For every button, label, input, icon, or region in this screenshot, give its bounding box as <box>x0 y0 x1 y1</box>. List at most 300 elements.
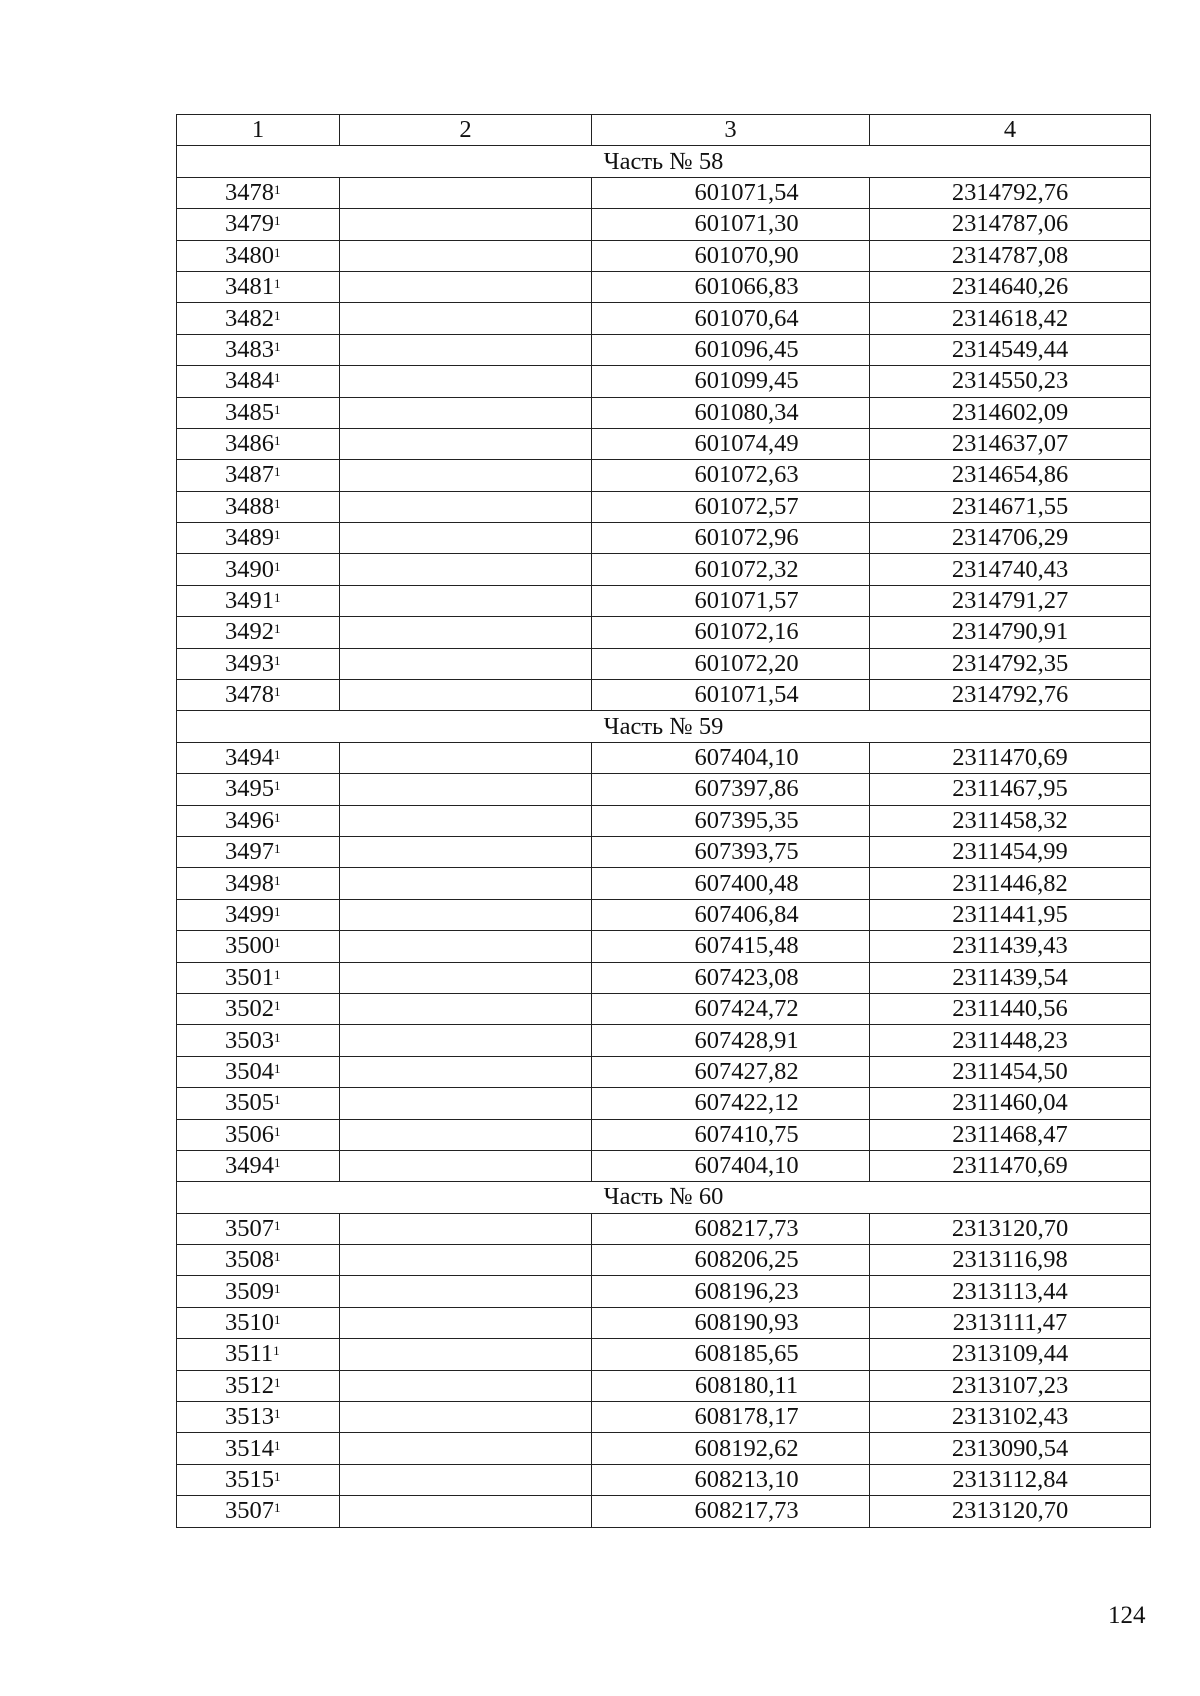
table-row <box>177 554 1151 585</box>
y-coordinate: 2311441,95 <box>870 899 1151 930</box>
y-coordinate: 2311448,23 <box>870 1025 1151 1056</box>
point-number: 3493 <box>225 649 274 677</box>
point-number: 3505 <box>225 1089 274 1117</box>
point-number: 3490 <box>225 555 274 583</box>
x-coordinate: 607427,82 <box>592 1056 870 1087</box>
x-coordinate: 607397,86 <box>592 774 870 805</box>
coordinates-table <box>176 114 1151 1528</box>
table-row <box>177 774 1151 805</box>
point-number-cell <box>177 899 340 930</box>
empty-cell <box>340 334 592 365</box>
point-number: 3494 <box>225 744 274 771</box>
table-row <box>177 460 1151 491</box>
x-coordinate: 601071,57 <box>592 585 870 616</box>
table-row <box>177 993 1151 1024</box>
point-number-cell <box>177 1276 340 1307</box>
point-number-superscript: 1 <box>274 307 281 323</box>
point-number-superscript: 1 <box>274 935 281 951</box>
point-number-superscript: 1 <box>274 213 281 229</box>
y-coordinate: 2313112,84 <box>870 1464 1151 1495</box>
table-row <box>177 962 1151 993</box>
empty-cell <box>340 366 592 397</box>
point-number-superscript: 1 <box>274 370 281 386</box>
x-coordinate: 607395,35 <box>592 805 870 836</box>
y-coordinate: 2314706,29 <box>870 523 1151 554</box>
point-number-cell <box>177 491 340 522</box>
y-coordinate: 2314787,08 <box>870 240 1151 271</box>
table-row <box>177 1464 1151 1495</box>
table-row <box>177 366 1151 397</box>
point-number: 3488 <box>225 492 274 520</box>
header-row <box>177 115 1151 146</box>
point-number-superscript: 1 <box>274 1249 281 1265</box>
y-coordinate: 2314791,27 <box>870 585 1151 616</box>
table-row <box>177 1119 1151 1150</box>
point-number-cell <box>177 1307 340 1338</box>
section-title-row <box>177 146 1151 177</box>
empty-cell <box>340 491 592 522</box>
point-number: 3491 <box>225 587 274 615</box>
empty-cell <box>340 1433 592 1464</box>
point-number: 3507 <box>225 1497 274 1525</box>
y-coordinate: 2311468,47 <box>870 1119 1151 1150</box>
point-number-cell <box>177 303 340 334</box>
empty-cell <box>340 1496 592 1527</box>
y-coordinate: 2311440,56 <box>870 993 1151 1024</box>
point-number: 3506 <box>225 1120 274 1148</box>
point-number-superscript: 1 <box>274 684 281 700</box>
x-coordinate: 608180,11 <box>592 1370 870 1401</box>
header-cell-4: 4 <box>870 115 1151 146</box>
y-coordinate: 2311439,43 <box>870 931 1151 962</box>
y-coordinate: 2314792,35 <box>870 648 1151 679</box>
x-coordinate: 607404,10 <box>592 1150 870 1181</box>
y-coordinate: 2314637,07 <box>870 428 1151 459</box>
y-coordinate: 2313113,44 <box>870 1276 1151 1307</box>
table-row <box>177 1402 1151 1433</box>
point-number-superscript: 1 <box>274 1280 281 1296</box>
point-number-cell <box>177 240 340 271</box>
x-coordinate: 607410,75 <box>592 1119 870 1150</box>
table-row <box>177 1276 1151 1307</box>
x-coordinate: 608213,10 <box>592 1464 870 1495</box>
point-number: 3483 <box>225 335 274 363</box>
point-number-cell <box>177 868 340 899</box>
empty-cell <box>340 774 592 805</box>
point-number-cell <box>177 617 340 648</box>
y-coordinate: 2313090,54 <box>870 1433 1151 1464</box>
empty-cell <box>340 1402 592 1433</box>
point-number-superscript: 1 <box>274 747 281 762</box>
x-coordinate: 601074,49 <box>592 428 870 459</box>
empty-cell <box>340 428 592 459</box>
empty-cell <box>340 397 592 428</box>
point-number: 3513 <box>225 1403 274 1431</box>
x-coordinate: 607422,12 <box>592 1088 870 1119</box>
y-coordinate: 2314787,06 <box>870 209 1151 240</box>
y-coordinate: 2311454,99 <box>870 836 1151 867</box>
table-row <box>177 523 1151 554</box>
point-number-superscript: 1 <box>274 809 281 825</box>
empty-cell <box>340 554 592 585</box>
empty-cell <box>340 1245 592 1276</box>
point-number-cell <box>177 397 340 428</box>
point-number-superscript: 1 <box>274 1406 281 1422</box>
point-number-cell <box>177 366 340 397</box>
point-number: 3485 <box>225 398 274 426</box>
y-coordinate: 2311446,82 <box>870 868 1151 899</box>
point-number-cell <box>177 774 340 805</box>
table-row <box>177 617 1151 648</box>
empty-cell <box>340 303 592 334</box>
x-coordinate: 601066,83 <box>592 271 870 302</box>
empty-cell <box>340 742 592 773</box>
table-row <box>177 240 1151 271</box>
point-number: 3514 <box>225 1434 274 1462</box>
x-coordinate: 601099,45 <box>592 366 870 397</box>
x-coordinate: 601070,90 <box>592 240 870 271</box>
point-number-cell <box>177 1025 340 1056</box>
y-coordinate: 2313116,98 <box>870 1245 1151 1276</box>
empty-cell <box>340 1150 592 1181</box>
point-number: 3495 <box>225 775 274 803</box>
table-row <box>177 868 1151 899</box>
empty-cell <box>340 1056 592 1087</box>
x-coordinate: 608185,65 <box>592 1339 870 1370</box>
section-title-row <box>177 711 1151 742</box>
x-coordinate: 601070,64 <box>592 303 870 334</box>
empty-cell <box>340 1370 592 1401</box>
header-cell-2: 2 <box>340 115 592 146</box>
table-row <box>177 1245 1151 1276</box>
point-number: 3480 <box>225 241 274 269</box>
empty-cell <box>340 899 592 930</box>
point-number-cell <box>177 177 340 208</box>
point-number-cell <box>177 1088 340 1119</box>
table-row <box>177 899 1151 930</box>
point-number-superscript: 1 <box>274 998 281 1014</box>
y-coordinate: 2314790,91 <box>870 617 1151 648</box>
y-coordinate: 2311467,95 <box>870 774 1151 805</box>
x-coordinate: 601071,30 <box>592 209 870 240</box>
empty-cell <box>340 1464 592 1495</box>
empty-cell <box>340 1088 592 1119</box>
point-number: 3507 <box>225 1214 274 1242</box>
point-number-superscript: 1 <box>274 244 281 260</box>
point-number: 3484 <box>225 367 274 395</box>
point-number: 3482 <box>225 304 274 332</box>
table-row <box>177 805 1151 836</box>
y-coordinate: 2311454,50 <box>870 1056 1151 1087</box>
point-number-superscript: 1 <box>274 621 281 637</box>
x-coordinate: 607428,91 <box>592 1025 870 1056</box>
point-number-cell <box>177 1213 340 1244</box>
point-number-cell <box>177 1496 340 1527</box>
point-number: 3478 <box>225 178 274 206</box>
point-number-cell <box>177 460 340 491</box>
table-row <box>177 209 1151 240</box>
table-row <box>177 1056 1151 1087</box>
point-number-cell <box>177 742 340 773</box>
x-coordinate: 607393,75 <box>592 836 870 867</box>
point-number-cell <box>177 428 340 459</box>
point-number-superscript: 1 <box>274 1500 281 1516</box>
y-coordinate: 2311439,54 <box>870 962 1151 993</box>
empty-cell <box>340 648 592 679</box>
x-coordinate: 607415,48 <box>592 931 870 962</box>
point-number: 3499 <box>225 900 274 928</box>
y-coordinate: 2311458,32 <box>870 805 1151 836</box>
point-number: 3487 <box>225 461 274 489</box>
point-number: 3478 <box>225 681 274 709</box>
empty-cell <box>340 1339 592 1370</box>
empty-cell <box>340 1025 592 1056</box>
table-row <box>177 334 1151 365</box>
empty-cell <box>340 868 592 899</box>
section-title: Часть № 60 <box>177 1182 1151 1213</box>
section-title: Часть № 59 <box>177 711 1151 742</box>
y-coordinate: 2313120,70 <box>870 1496 1151 1527</box>
y-coordinate: 2313107,23 <box>870 1370 1151 1401</box>
y-coordinate: 2314792,76 <box>870 680 1151 711</box>
point-number-cell <box>177 1402 340 1433</box>
table-row <box>177 836 1151 867</box>
point-number-superscript: 1 <box>274 590 281 606</box>
y-coordinate: 2311460,04 <box>870 1088 1151 1119</box>
table-row <box>177 1496 1151 1527</box>
table-body <box>177 115 1151 1528</box>
point-number-superscript: 1 <box>273 1343 280 1359</box>
x-coordinate: 607424,72 <box>592 993 870 1024</box>
point-number-superscript: 1 <box>274 652 281 668</box>
point-number-superscript: 1 <box>274 558 281 574</box>
empty-cell <box>340 1119 592 1150</box>
point-number-cell <box>177 1464 340 1495</box>
section-title: Часть № 58 <box>177 146 1151 177</box>
point-number-superscript: 1 <box>274 433 281 449</box>
x-coordinate: 608190,93 <box>592 1307 870 1338</box>
table-row <box>177 428 1151 459</box>
point-number-cell <box>177 805 340 836</box>
table-row <box>177 1433 1151 1464</box>
x-coordinate: 608192,62 <box>592 1433 870 1464</box>
x-coordinate: 601072,20 <box>592 648 870 679</box>
point-number-cell <box>177 209 340 240</box>
point-number: 3502 <box>225 995 274 1023</box>
point-number-cell <box>177 1339 340 1370</box>
point-number-superscript: 1 <box>274 181 281 197</box>
point-number-cell <box>177 1245 340 1276</box>
y-coordinate: 2313109,44 <box>870 1339 1151 1370</box>
table-row <box>177 931 1151 962</box>
y-coordinate: 2313120,70 <box>870 1213 1151 1244</box>
x-coordinate: 601072,57 <box>592 491 870 522</box>
header-cell-1: 1 <box>177 115 340 146</box>
point-number-cell <box>177 585 340 616</box>
y-coordinate: 2311470,69 <box>870 742 1151 773</box>
x-coordinate: 607406,84 <box>592 899 870 930</box>
point-number: 3503 <box>225 1026 274 1054</box>
point-number: 3498 <box>225 869 274 897</box>
table-row <box>177 1307 1151 1338</box>
point-number-cell <box>177 1056 340 1087</box>
empty-cell <box>340 617 592 648</box>
y-coordinate: 2314549,44 <box>870 334 1151 365</box>
x-coordinate: 608196,23 <box>592 1276 870 1307</box>
x-coordinate: 608206,25 <box>592 1245 870 1276</box>
table-row <box>177 585 1151 616</box>
point-number: 3479 <box>225 210 274 238</box>
empty-cell <box>340 240 592 271</box>
x-coordinate: 607423,08 <box>592 962 870 993</box>
point-number-cell <box>177 1370 340 1401</box>
point-number-cell <box>177 931 340 962</box>
point-number-cell <box>177 1433 340 1464</box>
table-row <box>177 1088 1151 1119</box>
point-number: 3501 <box>225 963 274 991</box>
point-number-cell <box>177 680 340 711</box>
y-coordinate: 2314740,43 <box>870 554 1151 585</box>
table-row <box>177 177 1151 208</box>
point-number: 3515 <box>225 1465 274 1493</box>
point-number: 3492 <box>225 618 274 646</box>
point-number-superscript: 1 <box>274 778 281 794</box>
empty-cell <box>340 1307 592 1338</box>
empty-cell <box>340 836 592 867</box>
x-coordinate: 608178,17 <box>592 1402 870 1433</box>
point-number-superscript: 1 <box>274 1092 281 1108</box>
point-number-superscript: 1 <box>274 1437 281 1453</box>
y-coordinate: 2314550,23 <box>870 366 1151 397</box>
x-coordinate: 601072,32 <box>592 554 870 585</box>
point-number: 3496 <box>225 806 274 834</box>
empty-cell <box>340 962 592 993</box>
point-number-cell <box>177 334 340 365</box>
x-coordinate: 601080,34 <box>592 397 870 428</box>
point-number-superscript: 1 <box>274 1123 281 1139</box>
point-number: 3508 <box>225 1246 274 1274</box>
y-coordinate: 2313111,47 <box>870 1307 1151 1338</box>
y-coordinate: 2314618,42 <box>870 303 1151 334</box>
empty-cell <box>340 585 592 616</box>
point-number-superscript: 1 <box>274 495 281 511</box>
table-row <box>177 648 1151 679</box>
point-number-superscript: 1 <box>274 1060 281 1076</box>
x-coordinate: 601096,45 <box>592 334 870 365</box>
empty-cell <box>340 271 592 302</box>
point-number-cell <box>177 1119 340 1150</box>
point-number: 3486 <box>225 430 274 458</box>
table-row <box>177 1339 1151 1370</box>
table-row <box>177 1370 1151 1401</box>
point-number: 3510 <box>225 1309 274 1337</box>
header-cell-3: 3 <box>592 115 870 146</box>
empty-cell <box>340 680 592 711</box>
point-number-superscript: 1 <box>274 338 281 354</box>
empty-cell <box>340 460 592 491</box>
point-number: 3511 <box>225 1340 274 1368</box>
x-coordinate: 608217,73 <box>592 1213 870 1244</box>
point-number-superscript: 1 <box>274 464 281 480</box>
empty-cell <box>340 931 592 962</box>
table-row <box>177 742 1151 773</box>
point-number-superscript: 1 <box>274 903 281 919</box>
point-number-cell <box>177 648 340 679</box>
point-number: 3481 <box>225 273 274 301</box>
point-number: 3509 <box>225 1277 274 1305</box>
x-coordinate: 601071,54 <box>592 177 870 208</box>
x-coordinate: 601072,63 <box>592 460 870 491</box>
point-number-superscript: 1 <box>274 1374 281 1390</box>
point-number-superscript: 1 <box>274 276 281 292</box>
point-number: 3497 <box>225 838 274 866</box>
point-number-superscript: 1 <box>274 401 281 417</box>
page-number: 124 <box>1108 1602 1146 1629</box>
x-coordinate: 601071,54 <box>592 680 870 711</box>
empty-cell <box>340 177 592 208</box>
point-number: 3500 <box>225 932 274 960</box>
x-coordinate: 601072,16 <box>592 617 870 648</box>
table-row <box>177 271 1151 302</box>
y-coordinate: 2314671,55 <box>870 491 1151 522</box>
point-number-cell <box>177 554 340 585</box>
x-coordinate: 607404,10 <box>592 742 870 773</box>
empty-cell <box>340 993 592 1024</box>
x-coordinate: 608217,73 <box>592 1496 870 1527</box>
point-number: 3494 <box>225 1152 274 1180</box>
point-number-superscript: 1 <box>274 841 281 857</box>
point-number-cell <box>177 523 340 554</box>
empty-cell <box>340 1276 592 1307</box>
point-number-cell <box>177 993 340 1024</box>
x-coordinate: 607400,48 <box>592 868 870 899</box>
point-number-superscript: 1 <box>274 1029 281 1045</box>
table-row <box>177 303 1151 334</box>
y-coordinate: 2314792,76 <box>870 177 1151 208</box>
table-row <box>177 680 1151 711</box>
x-coordinate: 601072,96 <box>592 523 870 554</box>
point-number-superscript: 1 <box>274 1312 281 1328</box>
point-number: 3504 <box>225 1057 274 1085</box>
table-row <box>177 397 1151 428</box>
section-title-row <box>177 1182 1151 1213</box>
y-coordinate: 2314640,26 <box>870 271 1151 302</box>
point-number-cell <box>177 962 340 993</box>
empty-cell <box>340 805 592 836</box>
table-row <box>177 1213 1151 1244</box>
y-coordinate: 2311470,69 <box>870 1150 1151 1181</box>
y-coordinate: 2313102,43 <box>870 1402 1151 1433</box>
point-number: 3512 <box>225 1371 274 1399</box>
point-number-superscript: 1 <box>274 1155 281 1171</box>
empty-cell <box>340 1213 592 1244</box>
y-coordinate: 2314654,86 <box>870 460 1151 491</box>
table-row <box>177 1025 1151 1056</box>
point-number-superscript: 1 <box>274 527 281 543</box>
point-number-cell <box>177 271 340 302</box>
point-number-superscript: 1 <box>274 1468 281 1484</box>
table-row <box>177 1150 1151 1181</box>
point-number-cell <box>177 1150 340 1181</box>
point-number-superscript: 1 <box>274 966 281 982</box>
point-number-cell <box>177 836 340 867</box>
empty-cell <box>340 209 592 240</box>
point-number-superscript: 1 <box>274 1217 281 1233</box>
point-number-superscript: 1 <box>274 872 281 888</box>
empty-cell <box>340 523 592 554</box>
y-coordinate: 2314602,09 <box>870 397 1151 428</box>
point-number: 3489 <box>225 524 274 552</box>
